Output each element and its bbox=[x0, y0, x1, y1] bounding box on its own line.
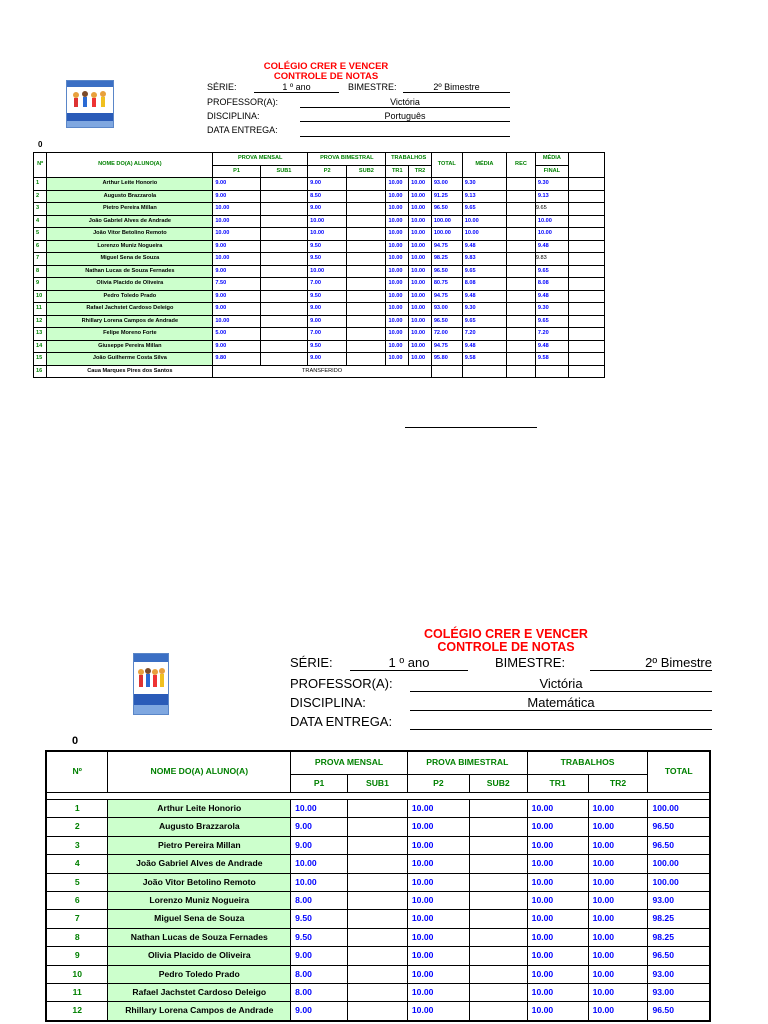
bimestre-label: BIMESTRE: bbox=[495, 655, 566, 670]
sheet-title: CONTROLE DE NOTAS bbox=[273, 71, 379, 82]
col-tr2: TR2 bbox=[588, 774, 648, 792]
table-row: 5 João Vitor Betolino Remoto 10.00 10.00 10.00 10.00 100.00 10.00 10.00 bbox=[34, 228, 605, 241]
table-row: 3 Pietro Pereira Millan 10.00 9.00 10.00 10.00 96.50 9.65 9.65 bbox=[34, 203, 605, 216]
serie-value: 1 º ano bbox=[254, 82, 339, 93]
table-row: 11 Rafael Jachstet Cardoso Deleigo 8.00 10.00 10.00 10.00 93.00 bbox=[46, 983, 710, 1001]
col-nome: NOME DO(A) ALUNO(A) bbox=[47, 153, 213, 178]
col-media: MÉDIA bbox=[462, 153, 506, 178]
signature-line bbox=[405, 427, 537, 428]
table-row: 11 Rafael Jachstet Cardoso Deleigo 9.00 9.00 10.00 10.00 93.00 9.30 9.30 bbox=[34, 303, 605, 316]
disciplina-value: Matemática bbox=[410, 695, 712, 711]
col-final: FINAL bbox=[535, 165, 568, 178]
col-tr1: TR1 bbox=[527, 774, 588, 792]
table-row: 1 Arthur Leite Honorio 10.00 10.00 10.00 10.00 100.00 bbox=[46, 799, 710, 817]
table-row: 5 João Vitor Betolino Remoto 10.00 10.00 10.00 10.00 100.00 bbox=[46, 873, 710, 891]
col-prova-bimestral: PROVA BIMESTRAL bbox=[308, 153, 386, 166]
table-row: 10 Pedro Toledo Prado 9.00 9.50 10.00 10.00 94.75 9.48 9.48 bbox=[34, 290, 605, 303]
table-row: 8 Nathan Lucas de Souza Fernades 9.50 10.00 10.00 10.00 98.25 bbox=[46, 928, 710, 946]
table-row: 3 Pietro Pereira Millan 9.00 10.00 10.00 10.00 96.50 bbox=[46, 836, 710, 854]
bimestre-label: BIMESTRE: bbox=[348, 82, 397, 92]
sheet-counter: 0 bbox=[72, 735, 79, 747]
serie-label: SÉRIE: bbox=[207, 82, 237, 92]
sheet-counter: 0 bbox=[38, 140, 43, 149]
col-n: Nº bbox=[46, 751, 108, 792]
col-p1: P1 bbox=[291, 774, 348, 792]
grades-table bbox=[33, 152, 605, 378]
table-row: 2 Augusto Brazzarola 9.00 8.50 10.00 10.00 91.25 9.13 9.13 bbox=[34, 190, 605, 203]
table-row: 15 João Guilherme Costa Silva 9.80 9.00 10.00 10.00 95.80 9.58 9.58 bbox=[34, 353, 605, 366]
col-sub1: SUB1 bbox=[348, 774, 408, 792]
sheet-title: CONTROLE DE NOTAS bbox=[437, 640, 575, 654]
table-row: 6 Lorenzo Muniz Nogueira 9.00 9.50 10.00 10.00 94.75 9.48 9.48 bbox=[34, 240, 605, 253]
grade-sheet-portugues bbox=[0, 0, 768, 440]
professor-value: Victória bbox=[410, 676, 712, 692]
school-logo-icon bbox=[134, 654, 168, 714]
col-empty bbox=[568, 153, 604, 178]
professor-label: PROFESSOR(A): bbox=[290, 676, 393, 691]
table-row: 10 Pedro Toledo Prado 8.00 10.00 10.00 10.00 93.00 bbox=[46, 965, 710, 983]
professor-value: Victória bbox=[300, 97, 510, 108]
col-p2: P2 bbox=[308, 165, 347, 178]
col-n: Nº bbox=[34, 153, 47, 178]
table-row: 4 João Gabriel Alves de Andrade 10.00 10.00 10.00 10.00 100.00 bbox=[46, 855, 710, 873]
col-p1: P1 bbox=[213, 165, 260, 178]
table-row-transferred: 16 Caua Marques Pires dos Santos TRANSFERIDO bbox=[34, 365, 605, 378]
col-trabalhos: TRABALHOS bbox=[386, 153, 431, 166]
col-tr1: TR1 bbox=[386, 165, 409, 178]
data-entrega-label: DATA ENTREGA: bbox=[207, 125, 278, 135]
bimestre-value: 2º Bimestre bbox=[403, 82, 510, 93]
school-name: COLÉGIO CRER E VENCER bbox=[263, 61, 389, 72]
col-media-final: MÉDIA bbox=[535, 153, 568, 166]
col-prova-bimestral: PROVA BIMESTRAL bbox=[407, 751, 527, 774]
table-row: 14 Giuseppe Pereira Millan 9.00 9.50 10.00 10.00 94.75 9.48 9.48 bbox=[34, 340, 605, 353]
col-prova-mensal: PROVA MENSAL bbox=[213, 153, 308, 166]
table-row: 4 João Gabriel Alves de Andrade 10.00 10.00 10.00 10.00 100.00 10.00 10.00 bbox=[34, 215, 605, 228]
grades-table bbox=[45, 750, 711, 1022]
bimestre-value: 2º Bimestre bbox=[590, 655, 712, 671]
col-sub2: SUB2 bbox=[469, 774, 527, 792]
col-tr2: TR2 bbox=[409, 165, 432, 178]
table-row: 1 Arthur Leite Honorio 9.00 9.00 10.00 10.00 93.00 9.30 9.30 bbox=[34, 178, 605, 191]
col-prova-mensal: PROVA MENSAL bbox=[291, 751, 408, 774]
col-sub1: SUB1 bbox=[260, 165, 307, 178]
table-row: 9 Olivia Placido de Oliveira 9.00 10.00 10.00 10.00 96.50 bbox=[46, 947, 710, 965]
table-row: 9 Olivia Placido de Oliveira 7.50 7.00 10.00 10.00 80.75 8.08 8.08 bbox=[34, 278, 605, 291]
school-logo bbox=[133, 653, 169, 715]
professor-label: PROFESSOR(A): bbox=[207, 97, 279, 107]
col-rec: REC bbox=[507, 153, 536, 178]
disciplina-label: DISCIPLINA: bbox=[290, 695, 366, 710]
grade-sheet-matematica bbox=[0, 620, 768, 1024]
disciplina-label: DISCIPLINA: bbox=[207, 111, 260, 121]
data-entrega-value bbox=[300, 125, 510, 137]
data-entrega-value bbox=[410, 714, 712, 730]
table-row: 2 Augusto Brazzarola 9.00 10.00 10.00 10.00 96.50 bbox=[46, 818, 710, 836]
school-logo bbox=[66, 80, 114, 128]
col-total: TOTAL bbox=[648, 751, 710, 792]
table-row: 6 Lorenzo Muniz Nogueira 8.00 10.00 10.00 10.00 93.00 bbox=[46, 891, 710, 909]
transferred-note: TRANSFERIDO bbox=[213, 365, 432, 378]
school-name: COLÉGIO CRER E VENCER bbox=[424, 627, 588, 641]
col-total: TOTAL bbox=[431, 153, 462, 178]
table-row: 8 Nathan Lucas de Souza Fernades 9.00 10.00 10.00 10.00 96.50 9.65 9.65 bbox=[34, 265, 605, 278]
col-p2: P2 bbox=[407, 774, 469, 792]
disciplina-value: Português bbox=[300, 111, 510, 122]
serie-label: SÉRIE: bbox=[290, 655, 333, 670]
table-row: 12 Rhillary Lorena Campos de Andrade 10.00 9.00 10.00 10.00 96.50 9.65 9.65 bbox=[34, 315, 605, 328]
col-nome: NOME DO(A) ALUNO(A) bbox=[108, 751, 291, 792]
table-row: 13 Felipe Moreno Forte 5.00 7.00 10.00 10.00 72.00 7.20 7.20 bbox=[34, 328, 605, 341]
table-row: 7 Miguel Sena de Souza 10.00 9.50 10.00 10.00 98.25 9.83 9.83 bbox=[34, 253, 605, 266]
school-logo-icon bbox=[67, 81, 113, 127]
data-entrega-label: DATA ENTREGA: bbox=[290, 714, 393, 729]
table-row: 7 Miguel Sena de Souza 9.50 10.00 10.00 10.00 98.25 bbox=[46, 910, 710, 928]
col-sub2: SUB2 bbox=[347, 165, 386, 178]
serie-value: 1 º ano bbox=[350, 655, 468, 671]
col-trabalhos: TRABALHOS bbox=[527, 751, 648, 774]
table-row: 12 Rhillary Lorena Campos de Andrade 9.00 10.00 10.00 10.00 96.50 bbox=[46, 1002, 710, 1021]
